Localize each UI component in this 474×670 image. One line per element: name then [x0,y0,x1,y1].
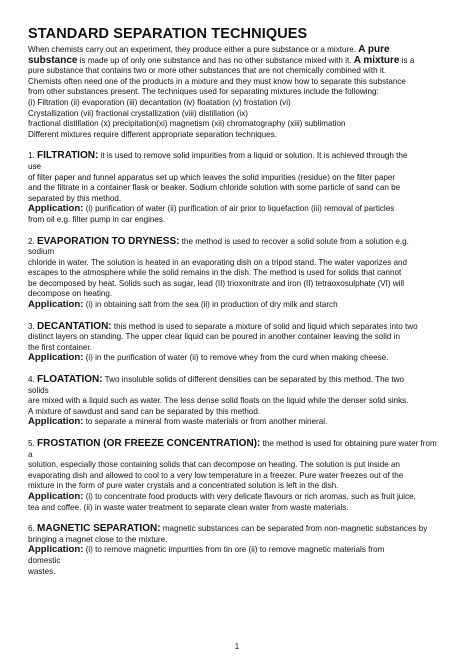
text: (i) to remove magnetic impurities from tin ore (ii) to remove magnetic materials from [85,545,385,555]
application-label: Application: [28,544,84,556]
text-line [28,56,456,67]
section-heading: EVAPORATION TO DRYNESS: [37,235,180,247]
text: Two insoluble solids of different densities can be separated by this method. The two [104,375,405,385]
text: (i) in the purification of water (ii) to remove whey from the curd when making cheese. [85,353,389,363]
text-line [28,300,456,311]
text-line: domestic [28,555,61,565]
text-line: decompose on heating. [28,289,113,299]
text-line: evaporating dish and allowed to cool to a very low temperature in a freezer. Pure water freezes out of the [28,470,404,480]
text-line [28,417,456,428]
page-number: 1 [234,642,240,651]
text-line: mixture in the form of pure water crystals and a concentrated solution is left in the dish. [28,481,339,491]
text-line [28,524,456,535]
section-heading: DECANTATION: [37,320,112,332]
text: (i) to concentrate food products with very delicate flavours or rich aromas, such as fruit juice, [85,491,416,501]
section-heading: FLOATATION: [37,374,103,386]
application-label: Application: [28,203,84,215]
text-line: fractional distillation (x) precipitation(xi) magnetism (xii) chromatography (xiii) sublimation [28,119,346,129]
section-frostation [28,439,456,513]
text-line: from oil e.g. filter pump in car engines. [28,214,166,224]
text-line: sodium [28,247,55,257]
text-line [28,204,456,215]
text-line [28,237,456,248]
section-decantation [28,322,456,364]
text-line: A mixture of sawdust and sand can be separated by this method. [28,406,261,416]
document-page [28,26,456,577]
section-heading: FROSTATION (OR FREEZE CONCENTRATION): [37,438,261,449]
text: is a [401,55,415,65]
text: is made up of only one substance and has no other substance mixed with it. [79,55,352,65]
text: When chemists carry out an experiment, they produce either a pure substance or a mixture. [28,45,356,54]
text-line: pure substance that contains two or more other substances that are not chemically combined with it. [28,66,387,76]
text: (i) purification of water (ii) purification of air prior to liquefaction (iii) removal of particles [85,204,395,214]
section-number: 4. [28,375,35,385]
text-line [28,353,456,364]
section-number: 1. [28,151,35,161]
text-line: solids [28,385,49,395]
term-substance: substance [28,54,78,66]
text-line: distinct layers on standing. The upper clear liquid can be poured in another container leaving the solid in [28,332,400,342]
application-label: Application: [28,352,84,364]
text-line [28,492,456,503]
text-line [28,439,456,450]
text: magnetic substances can be separated from non-magnetic substances by [162,524,428,534]
section-number: 6. [28,524,35,534]
text-line: tea and coffee. (ii) in waste water treatment to separate clean water from waste materials. [28,502,349,512]
text: it is used to remove solid impurities from a liquid or solution. It is achieved through the [100,151,408,161]
text-line [28,375,456,386]
section-number: 3. [28,321,35,331]
application-label: Application: [28,299,84,311]
text-line [28,151,456,162]
text-line [28,322,456,333]
text-line: from other substances present. The techniques used for separating mixtures include the following: [28,87,379,97]
text-line: are mixed with a liquid such as water. The less dense solid floats on the liquid while the denser solid sinks. [28,396,409,406]
term-mixture: A mixture [353,54,400,66]
text-line: be decomposed by heat. Solids such as sugar, lead (II) trioxonitrate and iron (II) tetraoxosulphate (VI) will [28,278,405,288]
text: to separate a mineral from waste materials or from another mineral. [85,417,328,427]
section-number: 2. [28,236,35,246]
text-line: and the filtrate in a container flask or beaker. Sodium chloride solution with some particle of sand can be [28,183,401,193]
page-title: STANDARD SEPARATION TECHNIQUES [28,26,308,42]
text: this method is used to separate a mixture of solid and liquid which separates into two [113,321,418,331]
section-filtration [28,151,456,225]
text-line: wastes. [28,566,56,576]
text-line: escapes to the atmosphere while the solid remains in the dish. The method is used for solids that cannot [28,268,402,278]
text-line: Different mixtures require different appropriate separation techniques. [28,129,277,139]
text-line: (i) Filtration (ii) evaporation (iii) decantation (iv) floatation (v) frostation (vi) [28,97,291,107]
section-heading: MAGNETIC SEPARATION: [37,523,161,535]
section-heading: FILTRATION: [37,150,99,162]
text-line: bringing a magnet close to the mixture. [28,534,168,544]
text-line: separated by this method. [28,193,122,203]
application-label: Application: [28,416,84,428]
text: the method is used for obtaining pure water from [262,439,437,448]
term-pure-substance: A pure [358,44,390,55]
text-line: Crystallization (vii) fractional crystallization (viii) distillation (ix) [28,108,248,118]
text-line: use [28,161,42,171]
text-line: chloride in water. The solution is heated in an evaporating dish on a tripod stand. The water vaporizes and [28,257,407,267]
text: (i) in obtaining salt from the sea (ii) in production of dry milk and starch [85,300,338,310]
text-line: solution, especially those containing solids that can decompose on heating. The solution is put inside an [28,460,400,470]
text-line [28,545,456,556]
application-label: Application: [28,490,84,502]
section-number: 5. [28,439,35,448]
section-evaporation [28,237,456,311]
text-line: the first container. [28,342,92,352]
section-magnetic-separation [28,524,456,577]
text: the method is used to recover a solid solute from a solution e.g. [181,236,409,246]
section-floatation [28,375,456,428]
text-line: of filter paper and funnel apparatus set up which leaves the solid impurities (residue) on the filter paper [28,172,396,182]
intro-paragraph [28,45,456,140]
text-line: a [28,449,33,459]
text-line: Chemists often need one of the products in a mixture and they must know how to separate this substance [28,76,406,86]
